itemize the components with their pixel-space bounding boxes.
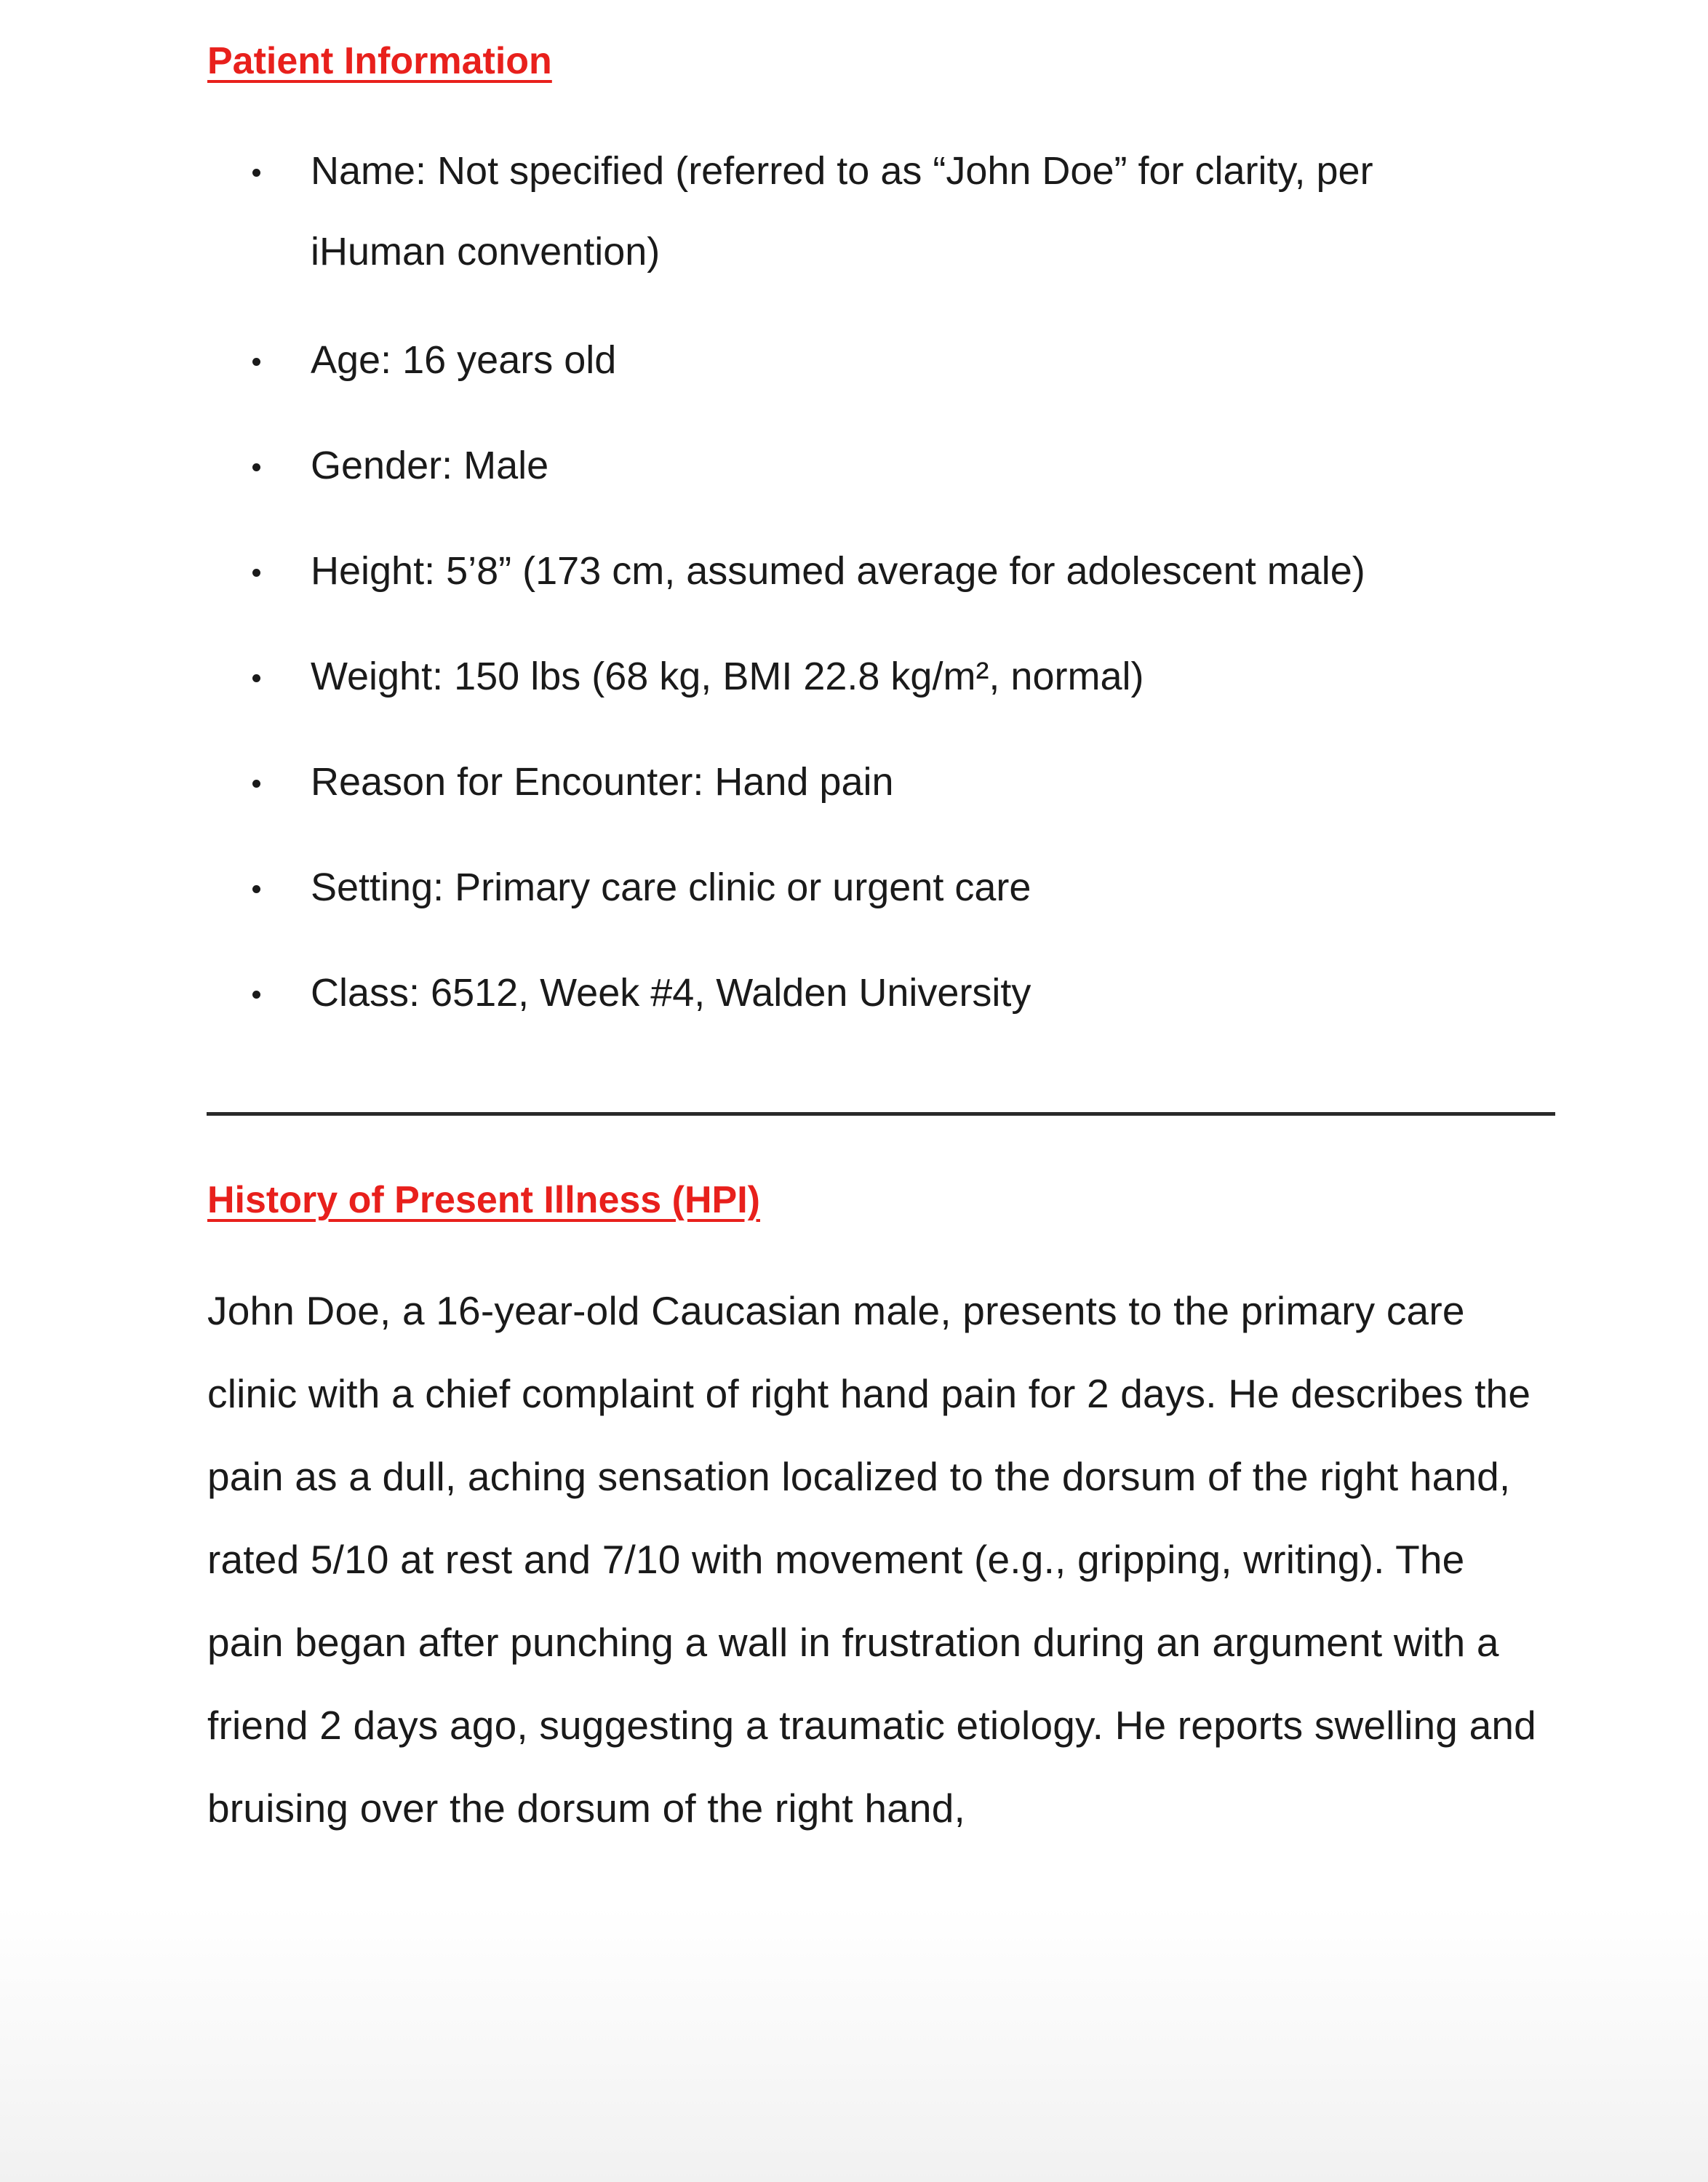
patient-height-text: Height: 5’8” (173 cm, assumed average for adolescent male) [311,549,1365,593]
bullet-icon [252,674,260,682]
list-item [256,953,1493,1034]
reason-for-encounter-text: Reason for Encounter: Hand pain [311,760,894,804]
bullet-icon [252,780,260,788]
bullet-icon [252,358,260,366]
class-text: Class: 6512, Week #4, Walden University [311,971,1031,1015]
patient-weight-text: Weight: 150 lbs (68 kg, BMI 22.8 kg/m², normal) [311,655,1144,698]
list-item [256,847,1493,928]
list-item [256,320,1493,401]
bullet-icon [252,463,260,471]
list-item [256,636,1493,717]
hpi-heading: History of Present Illness (HPI) [207,1179,760,1221]
horizontal-divider [207,1112,1555,1116]
patient-age-text: Age: 16 years old [311,338,617,382]
bullet-icon [252,169,260,177]
list-item [256,742,1493,823]
list-item [256,531,1493,612]
bullet-icon [252,885,260,893]
list-item [256,131,1493,292]
list-item [256,425,1493,506]
patient-gender-text: Gender: Male [311,444,549,487]
bullet-icon [252,569,260,577]
patient-information-heading: Patient Information [207,40,552,82]
hpi-paragraph: John Doe, a 16-year-old Caucasian male, presents to the primary care clinic with a chief complaint of right hand pain for 2 days. He describes the pain as a dull, aching sensation localized to the dorsum of the right hand, rated 5/10 at rest and 7/10 with movement (e.g., gripping, writing). The pain began after punching a wall in frustration during an argument with a friend 2 days ago, suggesting a traumatic etiology. He reports swelling and bruising over the dorsum of the right hand, [207,1288,1536,1831]
setting-text: Setting: Primary care clinic or urgent care [311,866,1031,909]
bullet-icon [252,991,260,999]
patient-name-text: Name: Not specified (referred to as “John Doe” for clarity, per iHuman convention) [311,149,1373,273]
